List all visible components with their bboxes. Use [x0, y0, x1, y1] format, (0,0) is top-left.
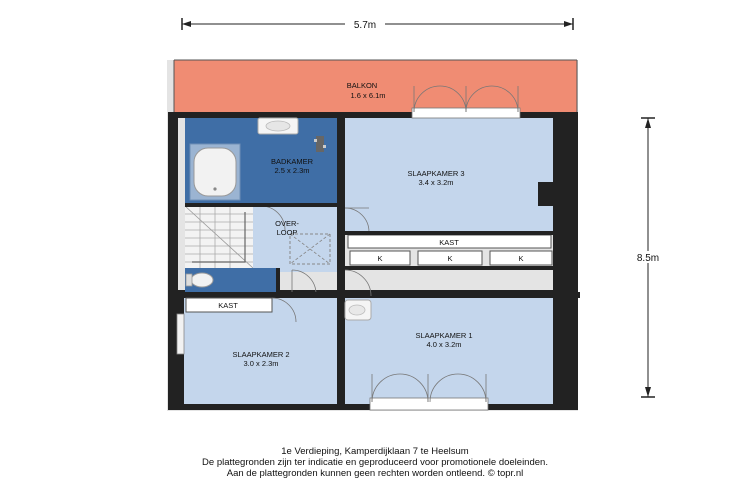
badkamer-name: BADKAMER [270, 157, 314, 166]
width-dimension [182, 18, 573, 31]
balkon-name: BALKON [346, 81, 378, 90]
k-label-1: K [377, 254, 383, 263]
overloop-line1: OVER- [275, 219, 299, 228]
slaapkamer1-size: 4.0 x 3.2m [426, 340, 462, 349]
k-label-3: K [518, 254, 524, 263]
slaapkamer1-area [345, 298, 553, 406]
toilet-icon [191, 273, 213, 287]
badkamer-size: 2.5 x 2.3m [274, 166, 310, 175]
width-label: 5.7m [353, 20, 377, 31]
caption-rights: Aan de plattegronden kunnen geen rechten worden ontleend. © topr.nl [226, 468, 524, 479]
kast-small-label: KAST [218, 301, 238, 310]
height-dimension [632, 118, 666, 397]
kast-large-label: KAST [439, 238, 459, 247]
slaapkamer2-name: SLAAPKAMER 2 [232, 350, 290, 359]
overloop-line2: LOOP [276, 228, 298, 237]
overloop-area [253, 206, 337, 272]
shower-icon [316, 136, 324, 152]
height-label: 8.5m [636, 253, 660, 264]
slaapkamer3-name: SLAAPKAMER 3 [407, 169, 465, 178]
caption-disclaimer: De plattegronden zijn ter indicatie en geproduceerd voor promotionele doeleinden. [202, 457, 548, 468]
balkon-size: 1.6 x 6.1m [350, 91, 386, 100]
slaapkamer2-size: 3.0 x 2.3m [243, 359, 279, 368]
k-label-2: K [447, 254, 453, 263]
caption-address: 1e Verdieping, Kamperdijklaan 7 te Heelsum [281, 446, 469, 457]
slaapkamer1-name: SLAAPKAMER 1 [415, 331, 473, 340]
slaapkamer3-size: 3.4 x 3.2m [418, 178, 454, 187]
